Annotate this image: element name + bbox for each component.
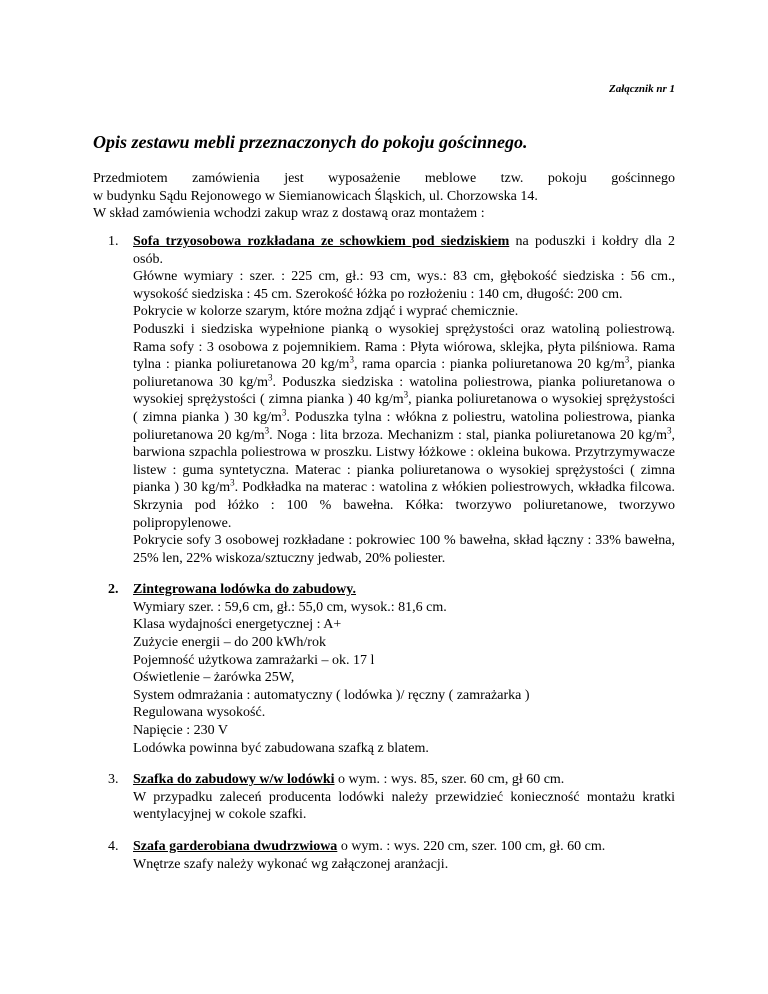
item-number: 1.	[108, 234, 119, 249]
item-body	[133, 838, 675, 873]
item-cover: Pokrycie w kolorze szarym, które można zdjąć i wyprać chemicznie.	[133, 304, 519, 320]
spec-line: Lodówka powinna być zabudowana szafką z blatem.	[133, 740, 429, 756]
item-body	[133, 233, 675, 567]
spec-line: Pojemność użytkowa zamrażarki – ok. 17 l	[133, 652, 375, 668]
intro-line-3: W skład zamówienia wchodzi zakup wraz z dostawą oraz montażem :	[93, 206, 485, 221]
item-name: Zintegrowana lodówka do zabudowy.	[133, 582, 357, 598]
item-name: Szafa garderobiana dwudrzwiowa	[133, 839, 338, 854]
order-items-list	[108, 233, 675, 887]
item-number: 3.	[108, 772, 119, 788]
spec-line: Zużycie energii – do 200 kWh/rok	[133, 635, 326, 651]
spec-line: System odmrażania : automatyczny ( lodówka )/ ręczny ( zamrażarka )	[133, 687, 530, 703]
item-dimensions: Główne wymiary : szer. : 225 cm, gł.: 93 cm, wys.: 83 cm, głębokość siedziska : 56 cm., wysokość siedziska : 45 cm. Szerokość łóżka po rozłożeniu : 140 cm, długość: 200 cm.	[133, 269, 675, 302]
item-name: Szafka do zabudowy w/w lodówki	[133, 772, 335, 788]
item-number: 2.	[108, 582, 119, 598]
item-name-suffix: o wym. : wys. 85, szer. 60 cm, gł 60 cm.	[334, 772, 565, 788]
spec-line: Napięcie : 230 V	[133, 723, 228, 739]
item-cover-detail: Pokrycie sofy 3 osobowej rozkładane : pokrowiec 100 % bawełna, skład łączny : 33% bawełna, 25% len, 22% wiskoza/sztuczny jedwab, 20% poliester.	[133, 533, 675, 566]
intro-line-2: w budynku Sądu Rejonowego w Siemianowicach Śląskich, ul. Chorzowska 14.	[93, 188, 538, 204]
item-name: Sofa trzyosobowa rozkładana ze schowkiem pod siedziskiem	[133, 234, 510, 249]
item-body	[133, 771, 675, 824]
item-text: Wnętrze szafy należy wykonać wg załączonej aranżacji.	[133, 856, 449, 872]
document-title: Opis zestawu mebli przeznaczonych do pokoju gościnnego.	[93, 132, 528, 152]
list-item-fridge	[108, 581, 675, 757]
spec-line: Klasa wydajności energetycznej : A+	[133, 617, 342, 633]
spec-line: Wymiary szer. : 59,6 cm, gł.: 55,0 cm, wysok.: 81,6 cm.	[133, 599, 447, 615]
spec-line: Oświetlenie – żarówka 25W,	[133, 670, 295, 686]
item-text: W przypadku zaleceń producenta lodówki należy przewidzieć konieczność montażu kratki wentylacyjnej w cokole szafki.	[133, 789, 675, 823]
spec-line: Regulowana wysokość.	[133, 705, 266, 721]
list-item-sofa	[108, 233, 675, 567]
item-filling: Poduszki i siedziska wypełnione pianką o wysokiej sprężystości oraz watoliną poliestrową. Rama sofy : 3 osobowa z pojemnikiem. Rama : Płyta wiórowa, sklejka, płyta pilśniowa. Rama tylna : pianka poliuretanowa 20 $kg/m^3$, rama oparcia : pianka poliuretanowa 20 $kg/m^3$, pianka poliuretanowa 30 $kg/m^3$. Poduszka siedziska : watolina poliestrowa, pianka poliuretanowa o wysokiej sprężystości ( zimna pianka ) 40 $kg/m^3$, pianka poliuretanowa o wysokiej sprężystości ( zimna pianka ) 30 $kg/m^3$. Poduszka tylna : włókna z poliestru, watolina poliestrowa, pianka poliuretanowa 20 $kg/m^3$. Noga : lita brzoza. Mechanizm : stal, pianka poliuretanowa 20 $kg/m^3$, barwiona szpachla poliestrowa w proszku. Listwy łóżkowe : okleina bukowa. Przytrzymywacze listew : guma syntetyczna. Materac : pianka poliuretanowa o wysokiej sprężystości ( zimna pianka ) 30 $kg/m^3$. Podkładka na materac : watolina z włókien poliestrowych, wkładka filcowa. Skrzynia pod łóżko : 100 % bawełna. Kółka: tworzywo poliuretanowe, tworzywo polipropylenowe.	[133, 321, 675, 531]
intro-paragraph	[93, 170, 675, 223]
annex-label: Załącznik nr 1	[608, 83, 675, 95]
item-name-suffix: o wym. : wys. 220 cm, szer. 100 cm, gł. 60 cm.	[337, 839, 606, 854]
list-item-wardrobe	[108, 838, 675, 873]
list-item-cabinet	[108, 771, 675, 824]
item-number: 4.	[108, 839, 119, 854]
intro-line-1: Przedmiotem zamówienia jest wyposażenie meblowe tzw. pokoju gościnnego	[93, 171, 675, 186]
item-name-suffix: na poduszki i kołdry dla 2 osób.	[133, 234, 676, 267]
item-body	[133, 581, 675, 757]
